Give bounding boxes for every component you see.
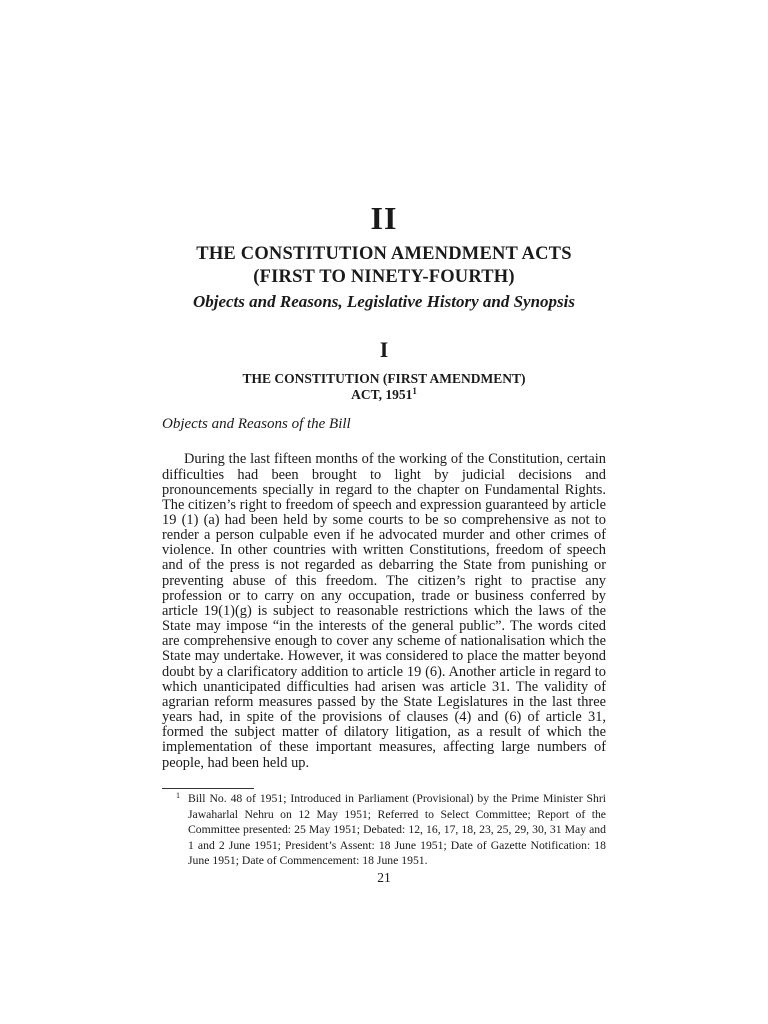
part-title <box>162 243 606 289</box>
act-title-year: ACT, 1951 <box>351 387 413 402</box>
act-title-line-2 <box>162 387 606 403</box>
part-title-line-1: THE CONSTITUTION AMENDMENT ACTS <box>196 244 572 264</box>
part-numeral: II <box>370 200 398 236</box>
footnote-reference: 1 <box>412 386 417 396</box>
chapter-numeral: I <box>379 337 389 362</box>
act-title-line-1: THE CONSTITUTION (FIRST AMENDMENT) <box>242 371 526 386</box>
footnote-marker: 1 <box>176 791 180 800</box>
body-paragraph: During the last fifteen months of the working of the Constitution, certain difficulties had been brought to light by judicial decisions and pronouncements specially in regard to the chapter on Fundamental Rights. The citizen’s right to freedom of speech and expression guaranteed by article 19 (1) (a) had been held by some courts to be so comprehensive as not to render a person culpable even if he advocated murder and other crimes of violence. In other countries with written Constitutions, freedom of speech and of the press is not regarded as debarring the State from punishing or preventing abuse of this freedom. The citizen’s right to practise any profession or to carry on any occupation, trade or business conferred by article 19(1)(g) is subject to reasonable restrictions which the laws of the State may impose “in the interests of the general public”. The words cited are comprehensive enough to cover any scheme of nationalisation which the State may undertake. However, it was considered to place the matter beyond doubt by a clarificatory addition to article 19 (6). Another article in regard to which unanticipated difficulties had arisen was article 31. The validity of agrarian reform measures passed by the State Legislatures in the last three years had, in spite of the provisions of clauses (4) and (6) of article 31, formed the subject matter of dilatory litigation, as a result of which the implementation of these important measures, affecting large numbers of people, had been held up. <box>162 451 606 771</box>
footnote-text: Bill No. 48 of 1951; Introduced in Parliament (Provisional) by the Prime Minister Shri Jawaharlal Nehru on 12 May 1951; Referred to Select Committee; Report of the Committee presented: 25 May 1951; Debated: 12, 16, 17, 18, 23, 25, 29, 30, 31 May and 1 and 2 June 1951; President’s Assent: 18 June 1951; Date of Gazette Notification: 18 June 1951; Date of Commencement: 18 June 1951. <box>188 792 606 867</box>
page-number: 21 <box>377 870 391 885</box>
part-subtitle: Objects and Reasons, Legislative History and Synopsis <box>192 292 576 311</box>
act-title <box>162 371 606 403</box>
part-title-line-2: (FIRST TO NINETY-FOURTH) <box>253 267 515 287</box>
section-heading: Objects and Reasons of the Bill <box>162 416 351 432</box>
footnote <box>176 791 606 869</box>
